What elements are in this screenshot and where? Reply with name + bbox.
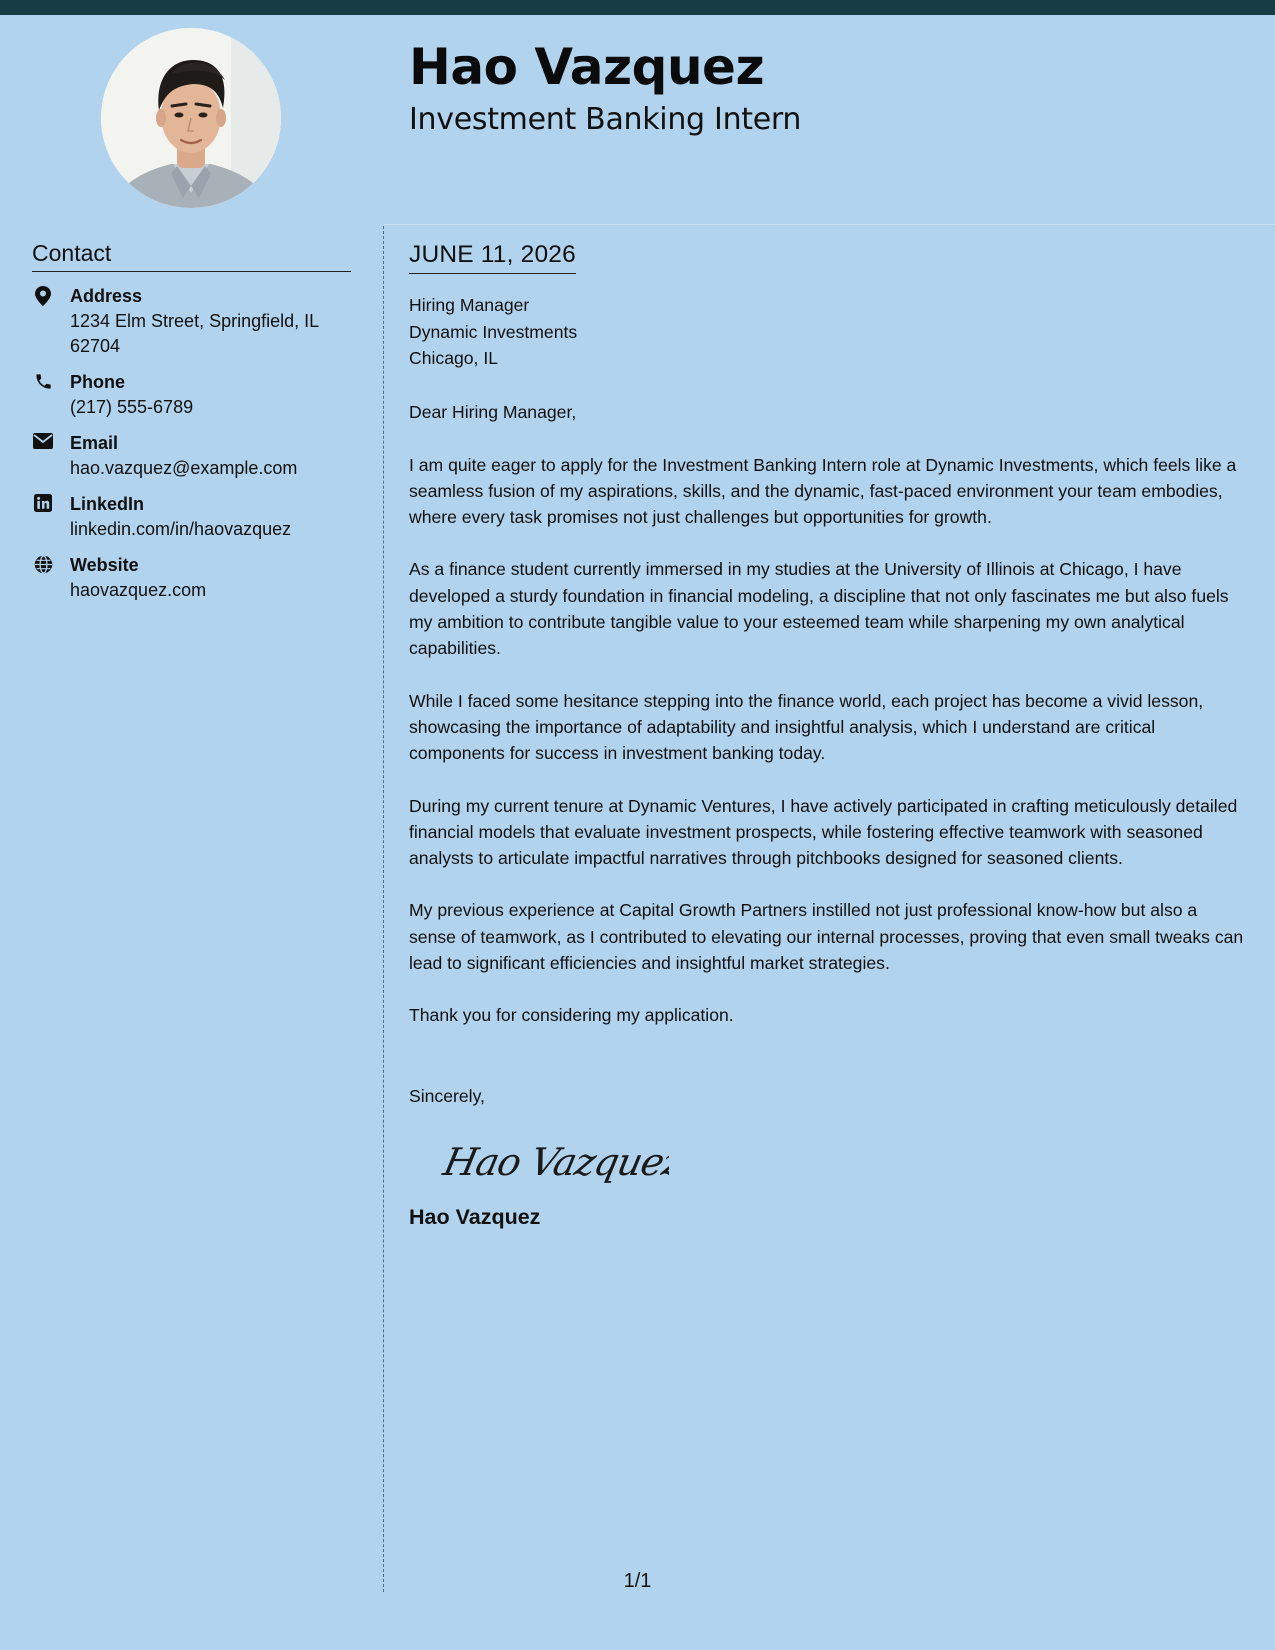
- linkedin-value[interactable]: linkedin.com/in/haovazquez: [70, 518, 292, 539]
- header-role: Investment Banking Intern: [409, 102, 802, 137]
- contact-label: Phone: [70, 371, 126, 392]
- email-value[interactable]: hao.vazquez@example.com: [70, 457, 298, 478]
- envelope-icon: [32, 433, 54, 455]
- contact-label: LinkedIn: [70, 493, 145, 514]
- address-value: 1234 Elm Street, Springfield, IL 62704: [70, 310, 319, 356]
- contact-sidebar: [32, 240, 351, 614]
- top-accent-bar: [0, 0, 1275, 15]
- closing: Sincerely,: [409, 1085, 485, 1106]
- map-pin-icon: [32, 286, 54, 308]
- signed-name: Hao Vazquez: [409, 1204, 541, 1229]
- contact-label: Website: [70, 554, 139, 575]
- linkedin-icon: [32, 494, 54, 516]
- recipient-line: Hiring Manager: [409, 295, 530, 316]
- handwritten-signature: [439, 1131, 1249, 1191]
- letter-paragraph: My previous experience at Capital Growth Partners instilled not just professional know-how but also a sense of teamwork, as I contributed to elevating our internal processes, proving that even small tweaks can lead to significant efficiencies and insightful market strategies.: [409, 900, 1244, 974]
- letter-paragraph: As a finance student currently immersed in my studies at the University of Illinois at Chicago, I have developed a sturdy foundation in financial modeling, a discipline that not only fascinates me but also fuels my ambition to contribute tangible value to your esteemed team while sharpening my own analytical capabilities.: [409, 559, 1229, 659]
- contact-item-email: [32, 431, 351, 481]
- profile-photo: [101, 28, 281, 208]
- page-number: 1/1: [623, 1570, 652, 1592]
- website-value[interactable]: haovazquez.com: [70, 579, 207, 600]
- svg-text:Hao Vazquez: Hao Vazquez: [439, 1140, 669, 1185]
- avatar: [101, 28, 281, 208]
- contact-label: Address: [70, 285, 143, 306]
- recipient-block: [409, 292, 1249, 371]
- letter-paragraph: I am quite eager to apply for the Investment Banking Intern role at Dynamic Investments, which feels like a seamless fusion of my aspirations, skills, and the dynamic, fast-paced environment your team embodies, where every task promises not just challenges but opportunities for growth.: [409, 454, 1237, 528]
- recipient-line: Chicago, IL: [409, 347, 498, 368]
- phone-icon: [32, 372, 54, 394]
- letter-paragraph: During my current tenure at Dynamic Ventures, I have actively participated in crafting meticulously detailed financial models that evaluate investment prospects, while fostering effective teamwork with seasoned analysts to articulate impactful narratives through pitchbooks designed for seasoned clients.: [409, 795, 1238, 869]
- contact-item-linkedin: [32, 492, 351, 542]
- header-divider: [384, 224, 1275, 225]
- recipient-line: Dynamic Investments: [409, 321, 578, 342]
- contact-heading: Contact: [32, 240, 351, 272]
- contact-item-phone: [32, 370, 351, 420]
- letter-date: JUNE 11, 2026: [409, 240, 576, 274]
- letter-body: [409, 240, 1249, 1231]
- contact-list: [32, 284, 351, 603]
- letter-paragraph: Thank you for considering my application.: [409, 1005, 734, 1026]
- column-divider: [383, 226, 384, 1592]
- phone-value: (217) 555-6789: [70, 396, 194, 417]
- globe-icon: [32, 555, 54, 577]
- letter-paragraph: While I faced some hesitance stepping into the finance world, each project has become a vivid lesson, showcasing the importance of adaptability and insightful analysis, which I understand are critical components for success in investment banking today.: [409, 690, 1204, 764]
- contact-item-address: [32, 284, 351, 359]
- signature-graphic: [439, 1131, 669, 1191]
- contact-label: Email: [70, 432, 119, 453]
- contact-item-website: [32, 553, 351, 603]
- salutation: Dear Hiring Manager,: [409, 402, 577, 423]
- header-name: Hao Vazquez: [409, 38, 765, 96]
